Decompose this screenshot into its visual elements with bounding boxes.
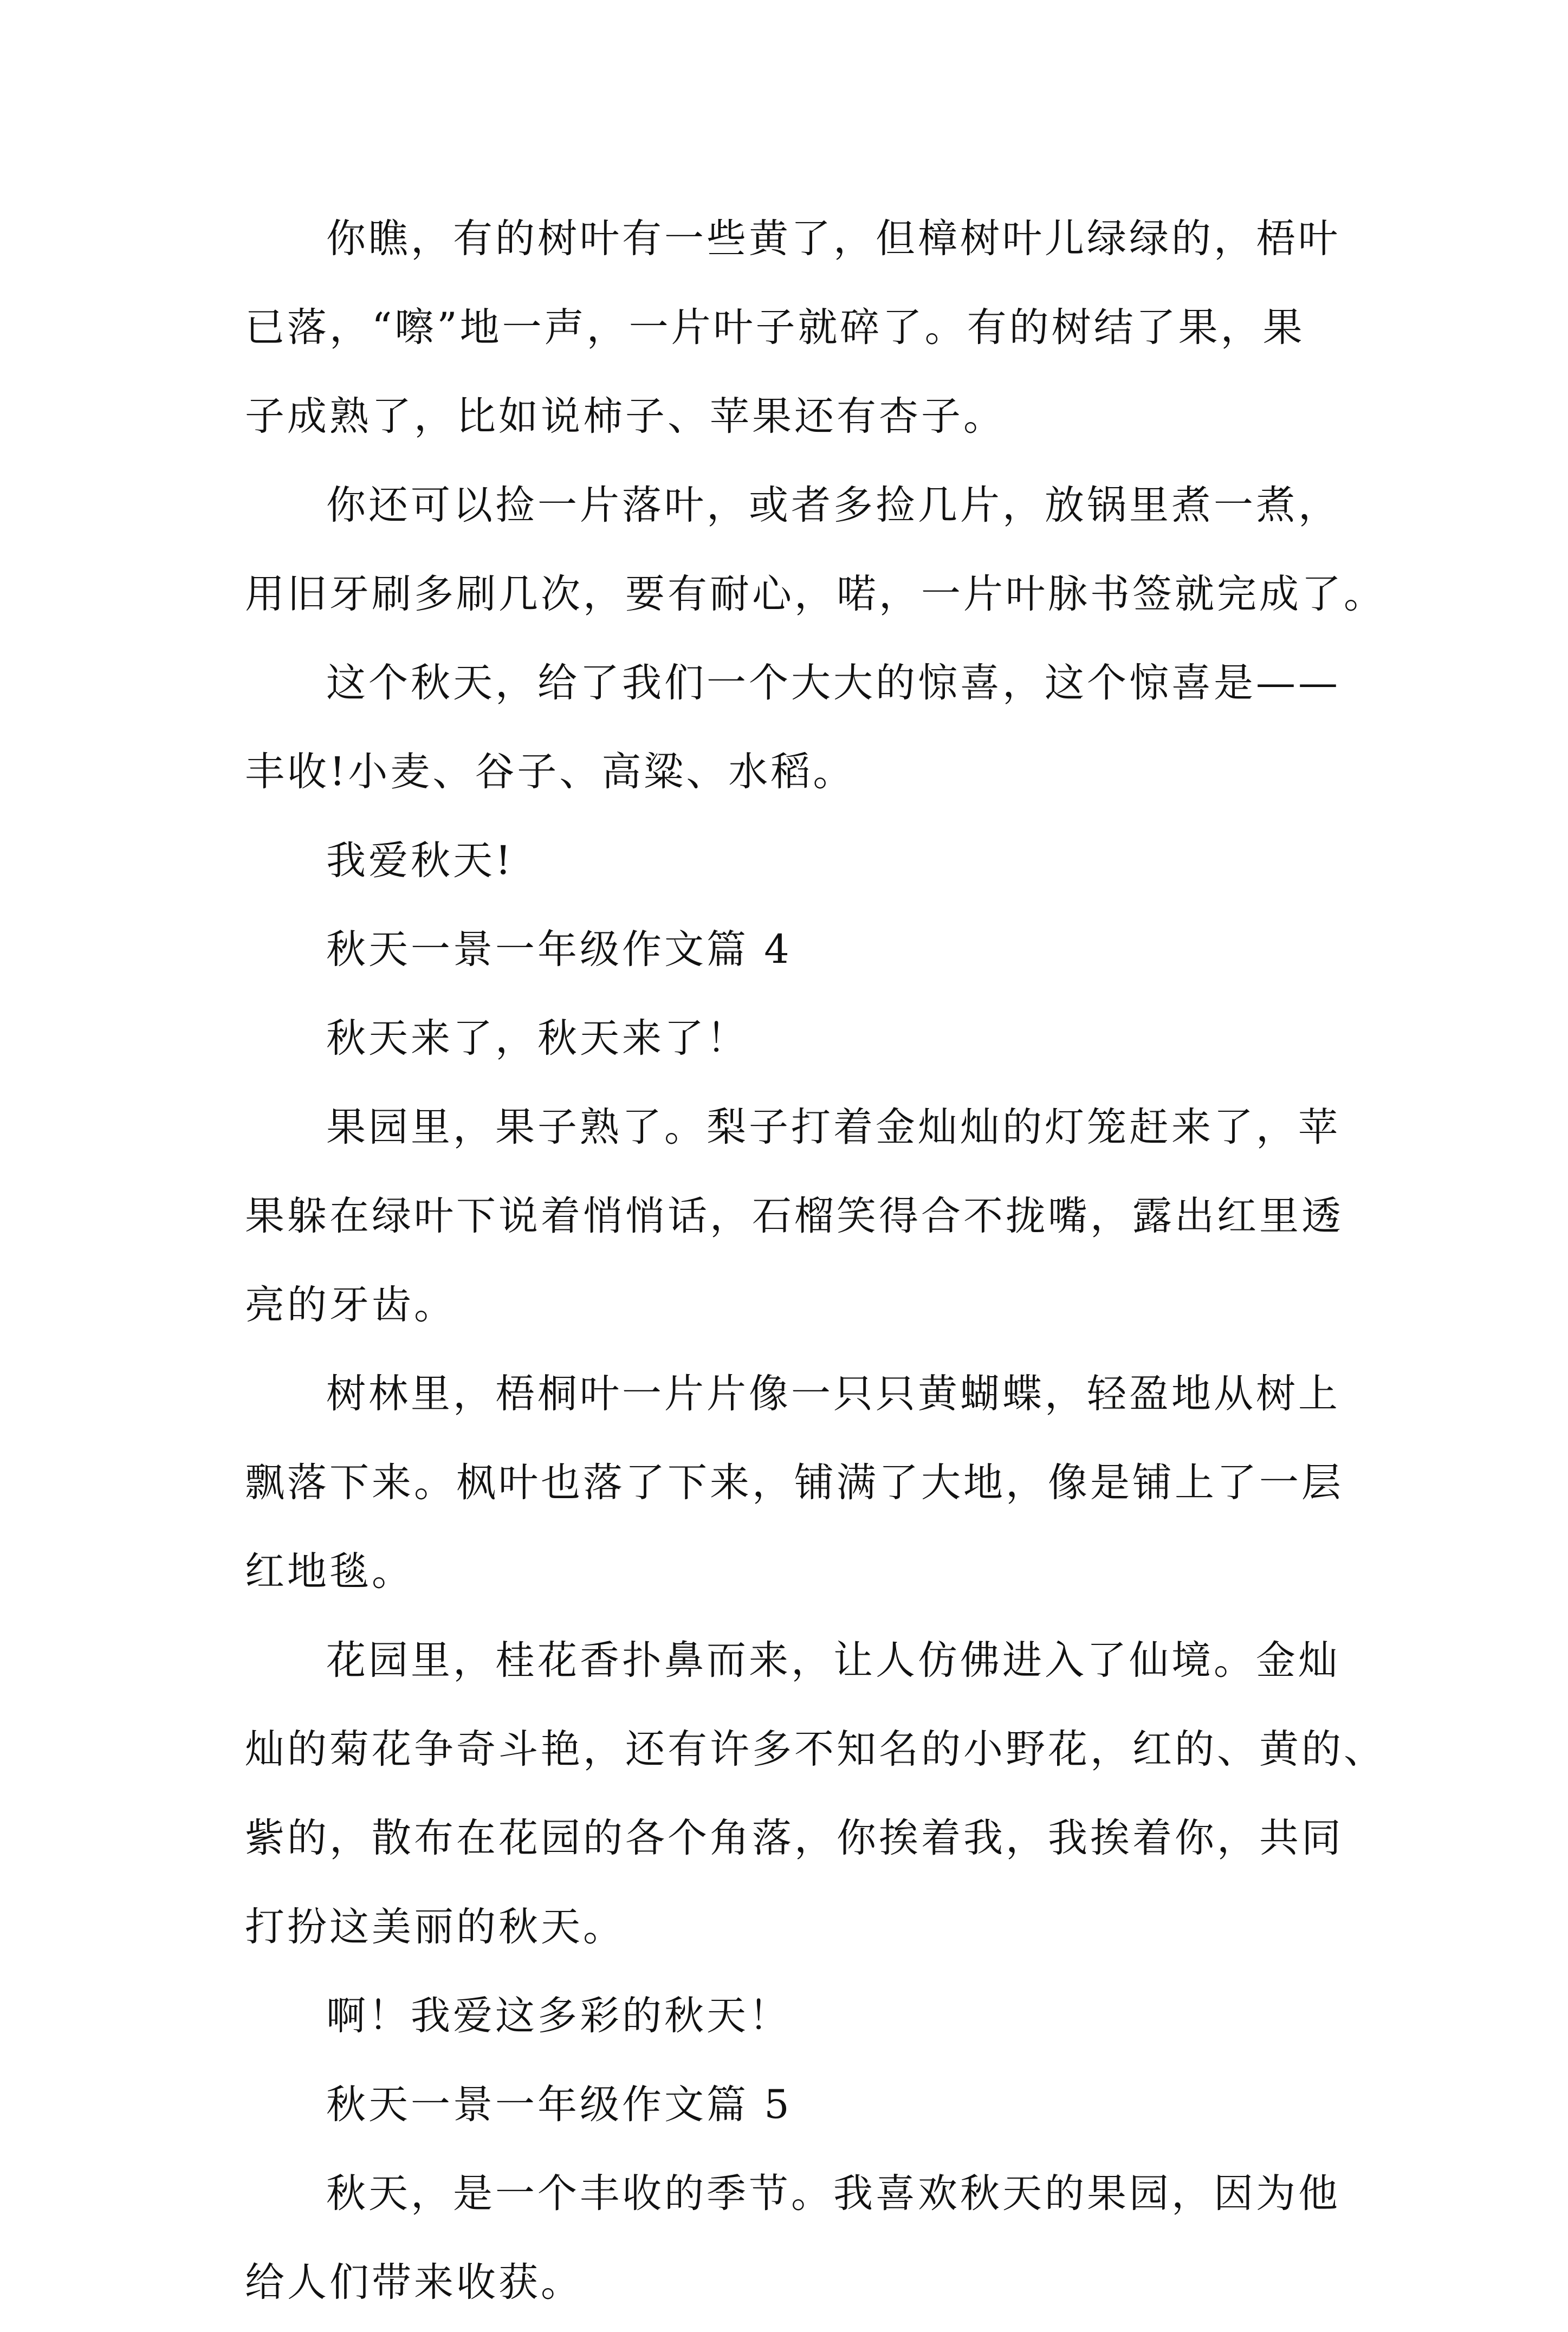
text-line: 我爱秋天! xyxy=(326,838,514,884)
text-line: 给人们带来收获。 xyxy=(245,2259,583,2305)
text-line: 果躲在绿叶下说着悄悄话，石榴笑得合不拢嘴，露出红里透 xyxy=(245,1193,1344,1239)
section-heading: 秋天一景一年级作文篇 4 xyxy=(326,927,792,973)
text-line: 紫的，散布在花园的各个角落，你挨着我，我挨着你，共同 xyxy=(245,1815,1344,1861)
text-line: 打扮这美丽的秋天。 xyxy=(245,1904,625,1950)
text-line: 用旧牙刷多刷几次，要有耐心，喏，一片叶脉书签就完成了。 xyxy=(245,571,1386,617)
document-page xyxy=(245,199,1386,2332)
text-line: 亮的牙齿。 xyxy=(245,1282,456,1328)
text-line: 树林里，梧桐叶一片片像一只只黄蝴蝶，轻盈地从树上 xyxy=(326,1371,1340,1417)
section-heading: 秋天一景一年级作文篇 5 xyxy=(326,2082,792,2128)
text-line: 花园里，桂花香扑鼻而来，让人仿佛进入了仙境。金灿 xyxy=(326,1637,1340,1683)
text-line: 秋天，是一个丰收的季节。我喜欢秋天的果园，因为他 xyxy=(326,2171,1340,2217)
text-line: 这个秋天，给了我们一个大大的惊喜，这个惊喜是—— xyxy=(326,660,1340,706)
text-line: 红地毯。 xyxy=(245,1549,414,1595)
text-line: 你还可以捡一片落叶，或者多捡几片，放锅里煮一煮， xyxy=(326,482,1340,528)
text-line: 秋天来了，秋天来了！ xyxy=(326,1015,749,1061)
text-line: 已落，“嚓”地一声，一片叶子就碎了。有的树结了果，果 xyxy=(245,305,1305,351)
text-line: 灿的菊花争奇斗艳，还有许多不知名的小野花，红的、黄的、 xyxy=(245,1726,1386,1772)
text-line: 啊！我爱这多彩的秋天！ xyxy=(326,1993,791,2039)
text-line: 丰收!小麦、谷子、高粱、水稻。 xyxy=(245,749,856,795)
text-line: 子成熟了，比如说柿子、苹果还有杏子。 xyxy=(245,393,1006,439)
text-line: 果园里，果子熟了。梨子打着金灿灿的灯笼赶来了，苹 xyxy=(326,1104,1340,1150)
text-line: 你瞧，有的树叶有一些黄了，但樟树叶儿绿绿的，梧叶 xyxy=(326,216,1340,262)
text-line: 飘落下来。枫叶也落了下来，铺满了大地，像是铺上了一层 xyxy=(245,1460,1344,1506)
